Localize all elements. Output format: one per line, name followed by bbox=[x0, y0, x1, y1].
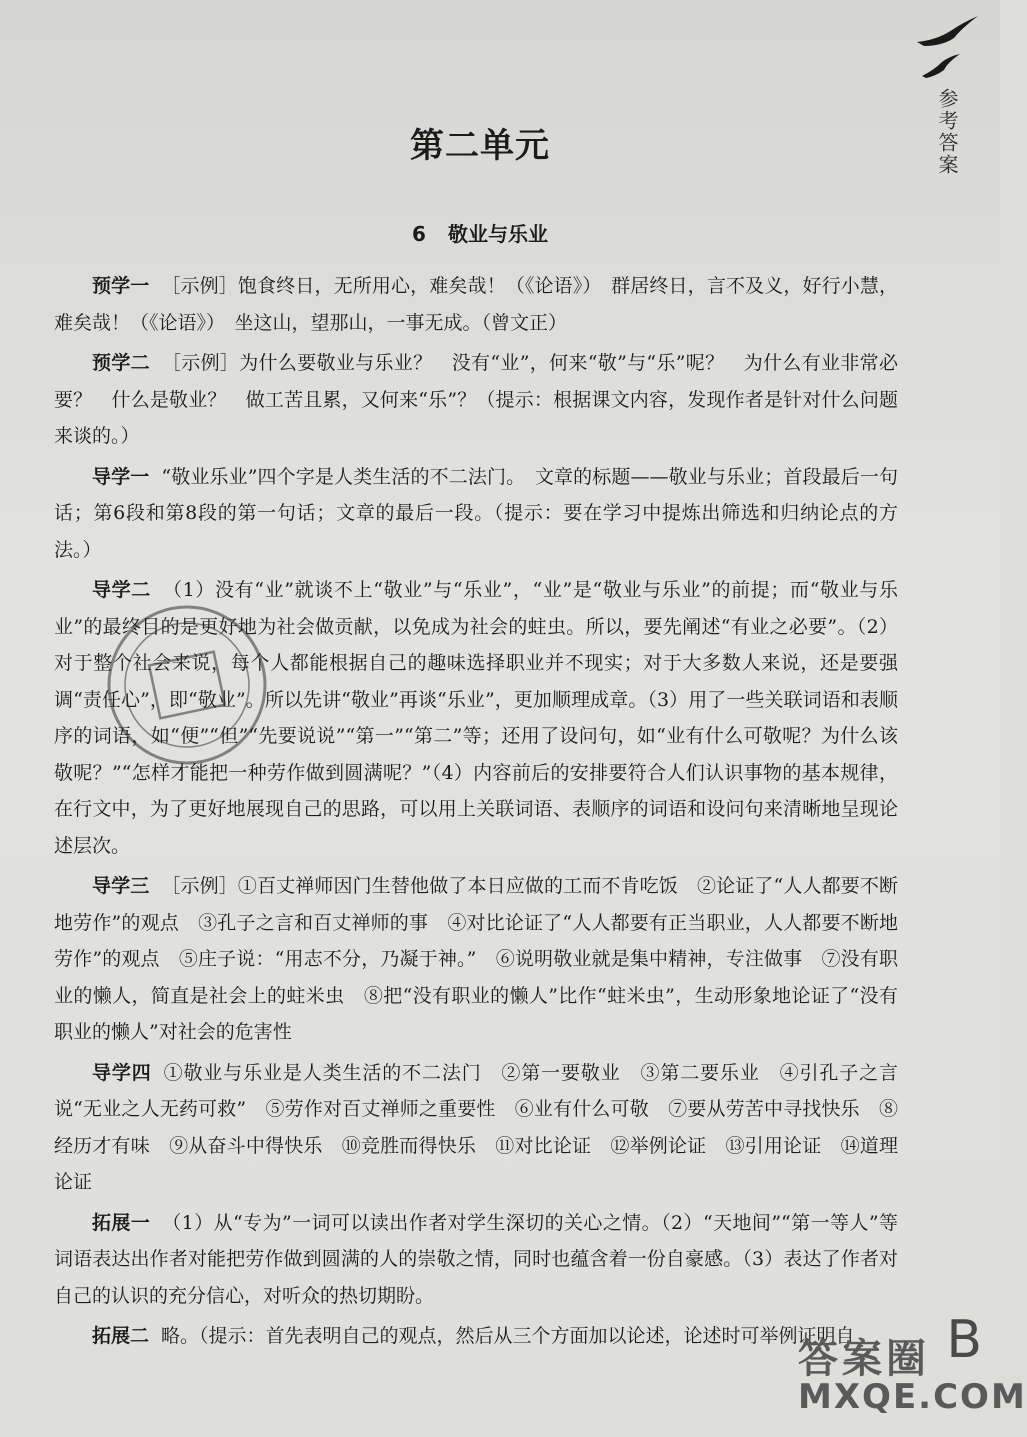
watermark-top: 答案圈 bbox=[798, 1336, 930, 1382]
lesson-number: 6 bbox=[412, 222, 426, 246]
section-tuozhan-2 bbox=[54, 1318, 898, 1355]
section-text: （1）没有“业”就谈不上“敬业”与“乐业”，“业”是“敬业与乐业”的前提；而“敬业与乐业”的最终目的是更好地为社会做贡献，以免成为社会的蛀虫。所以，要先阐述“有业之必要”。（2）对于整个社会来说，每个人都能根据自己的趣味选择职业并不现实；对于大多数人来说，还是要强调“责任心”，即“敬业”。所以先讲“敬业”再谈“乐业”，更加顺理成章。（3）用了一些关联词语和表顺序的词语，如“便”“但”“先要说说”“第一”“第二”等；还用了设问句，如“业有什么可敬呢？为什么该敬呢？”“怎样才能把一种劳作做到圆满呢？”（4）内容前后的安排要符合人们认识事物的基本规律，在行文中，为了更好地展现自己的思路，可以用上关联词语、表顺序的词语和设问句来清晰地呈现论述层次。 bbox=[54, 579, 898, 857]
section-label: 导学一 bbox=[92, 465, 150, 488]
answer-content bbox=[54, 268, 898, 1359]
lesson-title bbox=[0, 218, 960, 247]
section-text: ［示例］①百丈禅师因门生替他做了本日应做的工而不肯吃饭 ②论证了“人人都要不断地劳作”的观点 ③孔子之言和百丈禅师的事 ④对比论证了“人人都要有正当职业，人人都要不断地劳作”的观点 ⑤庄子说：“用志不分，乃凝于神。” ⑥说明敬业就是集中精神，专注做事 ⑦没有职业的懒人，简直是社会上的蛀米虫 ⑧把“没有职业的懒人”比作“蛀米虫”，生动形象地论证了“没有职业的懒人”对社会的危害性 bbox=[54, 875, 898, 1043]
section-tuozhan-1 bbox=[54, 1205, 898, 1315]
section-label: 预学一 bbox=[92, 275, 150, 297]
page-letter: B bbox=[946, 1310, 982, 1370]
section-text: 略。（提示：首先表明自己的观点，然后从三个方面加以论述，论述时可举例证明自 bbox=[161, 1325, 855, 1347]
section-label: 拓展二 bbox=[92, 1325, 150, 1347]
birds-icon bbox=[912, 12, 982, 82]
lesson-name: 敬业与乐业 bbox=[447, 222, 548, 246]
section-text: “敬业乐业”四个字是人类生活的不二法门。 文章的标题——敬业与乐业；首段最后一句话；第6段和第8段的第一句话；文章的最后一段。（提示：要在学习中提炼出筛选和归纳论点的方法。） bbox=[54, 465, 898, 561]
section-text: ［示例］饱食终日，无所用心，难矣哉！（《论语》） 群居终日，言不及义，好行小慧，难矣哉！（《论语》） 坐这山，望那山，一事无成。（曾文正） bbox=[54, 275, 898, 334]
section-text: ①敬业与乐业是人类生活的不二法门 ②第一要敬业 ③第二要乐业 ④引孔子之言说“无业之人无药可救” ⑤劳作对百丈禅师之重要性 ⑥业有什么可敬 ⑦要从劳苦中寻找快乐 ⑧经历才有味 ⑨从奋斗中得快乐 ⑩竞胜而得快乐 ⑪对比论证 ⑫举例论证 ⑬引用论证 ⑭道理论证 bbox=[54, 1061, 898, 1193]
section-daoxue-2 bbox=[54, 572, 898, 864]
section-yuxue-2 bbox=[54, 345, 898, 455]
section-daoxue-1 bbox=[54, 459, 898, 569]
section-label: 导学四 bbox=[92, 1061, 152, 1084]
watermark-logo bbox=[788, 1327, 1027, 1427]
section-yuxue-1 bbox=[54, 268, 898, 341]
section-label: 预学二 bbox=[92, 352, 150, 374]
section-daoxue-4 bbox=[54, 1055, 898, 1201]
section-label: 拓展一 bbox=[92, 1211, 151, 1234]
section-text: （1）从“专为”一词可以读出作者对学生深切的关心之情。（2）“天地间”“第一等人”等词语表达出作者对能把劳作做到圆满的人的崇敬之情，同时也蕴含着一份自豪感。（3）表达了作者对自己的认识的充分信心，对听众的热切期盼。 bbox=[54, 1211, 898, 1307]
unit-title: 第二单元 bbox=[410, 126, 550, 166]
side-label: 参考答案 bbox=[935, 88, 959, 176]
watermark-bottom: MXQE.COM bbox=[798, 1377, 1027, 1417]
section-text: ［示例］为什么要敬业与乐业？ 没有“业”，何来“敬”与“乐”呢？ 为什么有业非常必要？ 什么是敬业？ 做工苦且累，又何来“乐”？（提示：根据课文内容，发现作者是针对什么问题来谈的。） bbox=[54, 352, 898, 447]
section-label: 导学三 bbox=[92, 875, 150, 897]
section-daoxue-3 bbox=[54, 868, 898, 1051]
section-label: 导学二 bbox=[92, 579, 151, 601]
